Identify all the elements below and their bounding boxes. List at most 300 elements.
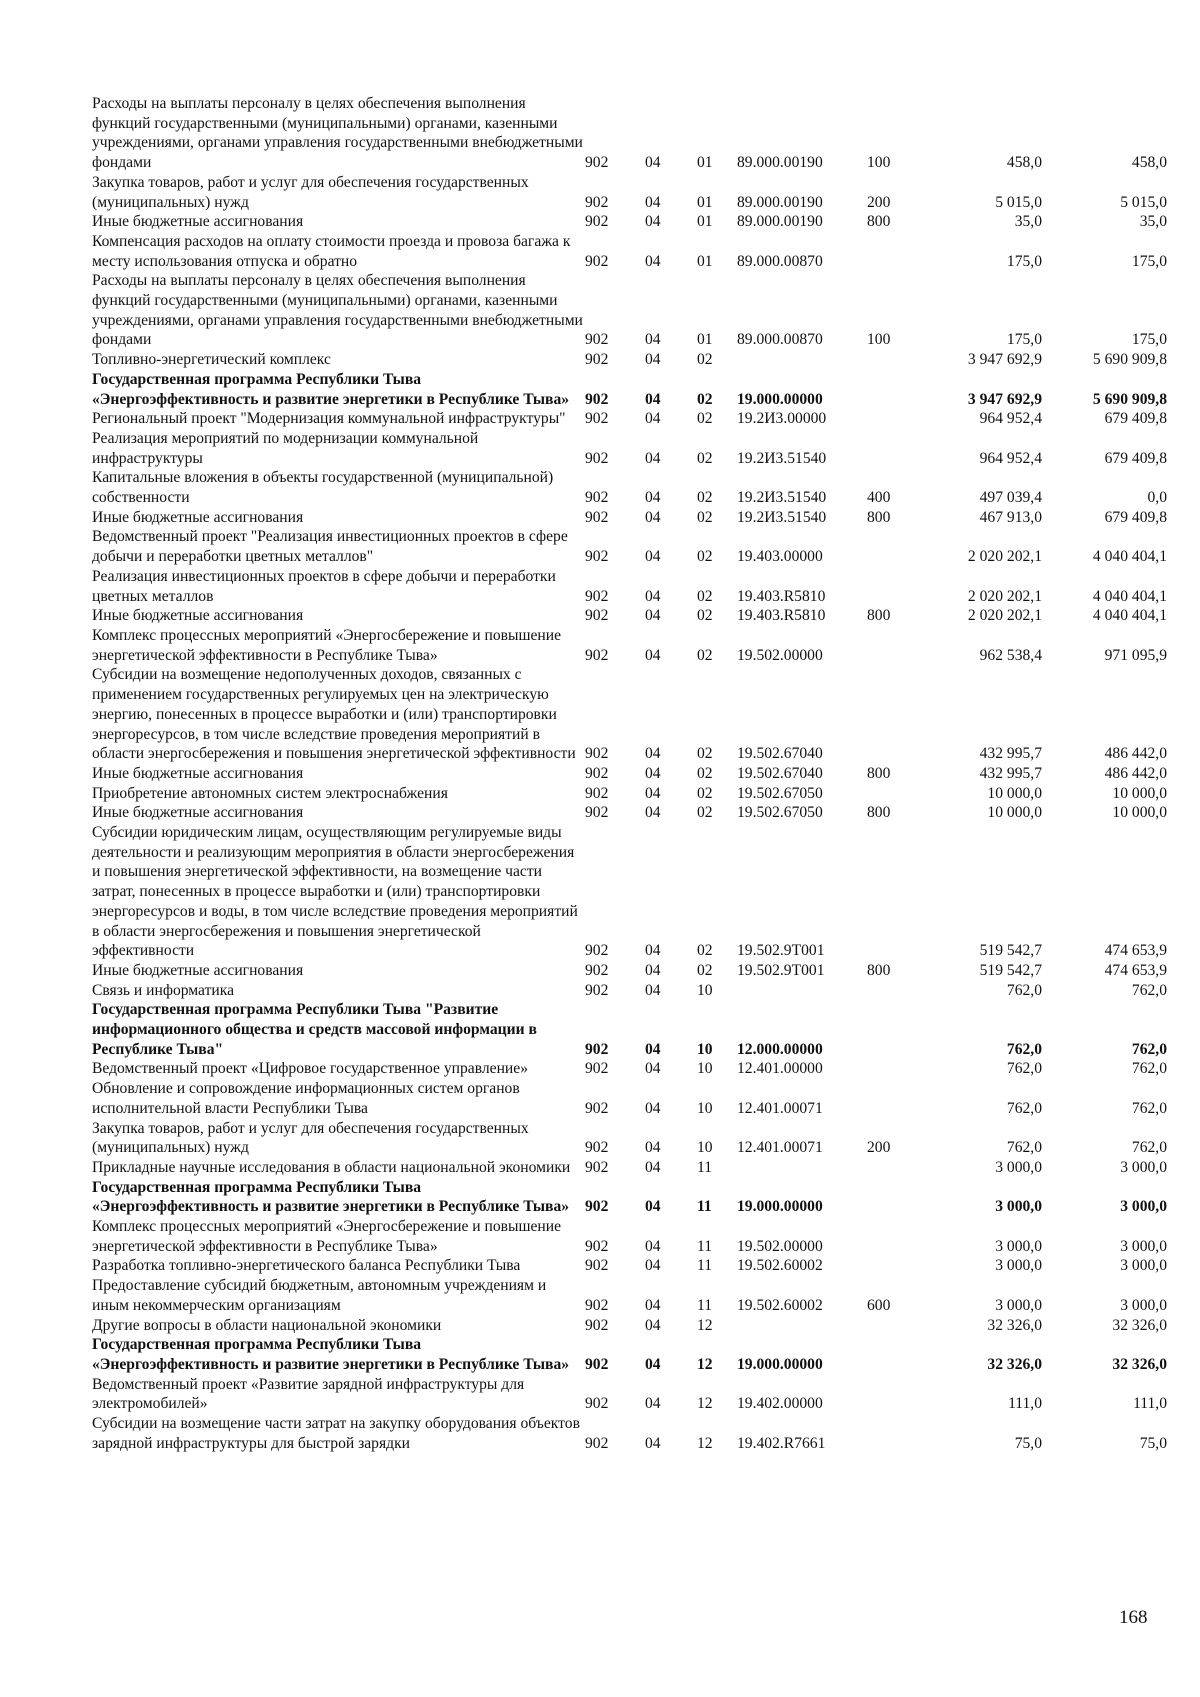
row-subsection-code: 02 xyxy=(697,764,713,782)
row-name: Иные бюджетные ассигнования xyxy=(92,764,304,782)
row-name: Комплекс процессных мероприятий «Энергосбережение и повышение энергетической эффективности в Республике Тыва» xyxy=(92,1218,562,1255)
row-expense-type: 800 xyxy=(867,213,891,231)
row-section-code: 04 xyxy=(645,1060,661,1078)
row-subsection-code: 11 xyxy=(697,1257,713,1275)
row-expense-type xyxy=(867,626,927,665)
row-target-article: 89.000.00870 xyxy=(737,331,823,349)
row-grbs-code: 902 xyxy=(585,646,609,664)
budget-table-body xyxy=(92,94,1167,1454)
table-row xyxy=(92,212,1167,232)
budget-table xyxy=(92,94,1167,1454)
row-target-article: 19.502.9Т001 xyxy=(737,961,825,979)
row-amount-year2: 0,0 xyxy=(1147,489,1167,507)
row-expense-type: 800 xyxy=(867,607,891,625)
row-amount-year1: 762,0 xyxy=(1006,1099,1042,1117)
row-name: Государственная программа Республики Тыва "Развитие информационного общества и средств массовой информации в Республике Тыва" xyxy=(92,1001,537,1058)
row-expense-type xyxy=(867,1079,927,1118)
row-amount-year1: 10 000,0 xyxy=(987,804,1042,822)
row-amount-year2: 3 000,0 xyxy=(1120,1158,1167,1176)
row-subsection-code: 10 xyxy=(697,1099,713,1117)
row-amount-year1: 762,0 xyxy=(1006,981,1042,999)
row-target-article: 19.000.00000 xyxy=(737,1198,823,1216)
row-subsection-code: 02 xyxy=(697,804,713,822)
row-target-article: 19.502.60002 xyxy=(737,1296,823,1314)
row-subsection-code: 02 xyxy=(697,607,713,625)
row-subsection-code: 02 xyxy=(697,745,713,763)
row-expense-type xyxy=(867,1158,927,1178)
row-amount-year1: 32 326,0 xyxy=(987,1356,1042,1373)
row-target-article xyxy=(737,1316,867,1336)
row-amount-year1: 3 947 692,9 xyxy=(967,351,1042,369)
row-target-article: 12.401.00000 xyxy=(737,1060,823,1078)
table-row xyxy=(92,173,1167,212)
row-amount-year1: 2 020 202,1 xyxy=(967,607,1042,625)
row-expense-type: 800 xyxy=(867,961,891,979)
row-section-code: 04 xyxy=(645,252,661,270)
row-section-code: 04 xyxy=(645,587,661,605)
row-name: Связь и информатика xyxy=(92,981,234,999)
row-subsection-code: 11 xyxy=(697,1158,713,1176)
row-target-article: 19.403.00000 xyxy=(737,548,823,566)
row-expense-type xyxy=(867,1335,927,1374)
row-expense-type: 800 xyxy=(867,764,891,782)
row-expense-type: 800 xyxy=(867,508,891,526)
row-grbs-code: 902 xyxy=(585,1434,609,1452)
row-expense-type xyxy=(867,232,927,271)
table-row xyxy=(92,1119,1167,1158)
row-target-article: 19.403.R5810 xyxy=(737,587,826,605)
row-amount-year1: 75,0 xyxy=(1014,1434,1042,1452)
row-section-code: 04 xyxy=(645,1158,661,1176)
row-name: Прикладные научные исследования в области национальной экономики xyxy=(92,1158,571,1176)
table-row xyxy=(92,429,1167,468)
row-amount-year1: 175,0 xyxy=(1006,331,1042,349)
row-name: Другие вопросы в области национальной экономики xyxy=(92,1316,442,1334)
row-name: Разработка топливно-энергетического баланса Республики Тыва xyxy=(92,1257,521,1275)
row-amount-year1: 432 995,7 xyxy=(979,764,1042,782)
row-amount-year2: 486 442,0 xyxy=(1104,745,1167,763)
row-section-code: 04 xyxy=(645,607,661,625)
table-row xyxy=(92,1158,1167,1178)
row-amount-year1: 432 995,7 xyxy=(979,745,1042,763)
row-amount-year2: 32 326,0 xyxy=(1112,1356,1167,1373)
row-amount-year2: 679 409,8 xyxy=(1104,410,1167,428)
row-name: Расходы на выплаты персоналу в целях обеспечения выполнения функций государственными (муниципальными) органами, казенными учреждениями, органами управления государственными внебюджетными фондами xyxy=(92,272,583,349)
row-grbs-code: 902 xyxy=(585,764,609,782)
budget-table-container xyxy=(92,94,1167,1454)
row-amount-year2: 175,0 xyxy=(1131,252,1167,270)
row-name: Иные бюджетные ассигнования xyxy=(92,607,304,625)
row-amount-year2: 762,0 xyxy=(1131,1099,1167,1117)
table-row xyxy=(92,1217,1167,1256)
row-expense-type: 200 xyxy=(867,193,891,211)
row-amount-year1: 519 542,7 xyxy=(979,942,1042,960)
row-section-code: 04 xyxy=(645,981,661,999)
table-row xyxy=(92,1178,1167,1217)
table-row xyxy=(92,1276,1167,1315)
row-grbs-code: 902 xyxy=(585,489,609,507)
row-section-code: 04 xyxy=(645,1257,661,1275)
row-section-code: 04 xyxy=(645,961,661,979)
row-grbs-code: 902 xyxy=(585,1257,609,1275)
row-subsection-code: 02 xyxy=(697,390,713,408)
row-subsection-code: 12 xyxy=(697,1434,713,1452)
row-grbs-code: 902 xyxy=(585,1198,609,1216)
row-target-article: 19.402.00000 xyxy=(737,1395,823,1413)
row-amount-year2: 3 000,0 xyxy=(1120,1257,1167,1275)
row-section-code: 04 xyxy=(645,1395,661,1413)
row-section-code: 04 xyxy=(645,390,661,408)
row-section-code: 04 xyxy=(645,1198,661,1216)
row-amount-year2: 4 040 404,1 xyxy=(1092,607,1167,625)
row-subsection-code: 02 xyxy=(697,646,713,664)
row-target-article: 19.2И3.51540 xyxy=(737,489,827,507)
table-row xyxy=(92,508,1167,528)
table-row xyxy=(92,1256,1167,1276)
row-grbs-code: 902 xyxy=(585,745,609,763)
table-row xyxy=(92,1079,1167,1118)
page-number: 168 xyxy=(1119,1607,1148,1628)
row-target-article: 19.502.00000 xyxy=(737,1237,823,1255)
row-grbs-code: 902 xyxy=(585,981,609,999)
row-expense-type xyxy=(867,1178,927,1217)
row-subsection-code: 01 xyxy=(697,213,713,231)
row-grbs-code: 902 xyxy=(585,154,609,172)
row-subsection-code: 02 xyxy=(697,942,713,960)
row-expense-type: 100 xyxy=(867,331,891,349)
row-expense-type xyxy=(867,823,927,961)
row-section-code: 04 xyxy=(645,942,661,960)
row-grbs-code: 902 xyxy=(585,193,609,211)
row-subsection-code: 01 xyxy=(697,252,713,270)
row-expense-type xyxy=(867,1059,927,1079)
row-amount-year1: 2 020 202,1 xyxy=(967,548,1042,566)
row-amount-year1: 519 542,7 xyxy=(979,961,1042,979)
row-section-code: 04 xyxy=(645,1356,661,1373)
row-amount-year2: 5 015,0 xyxy=(1120,193,1167,211)
row-name: Ведомственный проект «Цифровое государственное управление» xyxy=(92,1060,528,1078)
row-target-article: 89.000.00190 xyxy=(737,213,823,231)
row-target-article: 19.402.R7661 xyxy=(737,1434,826,1452)
row-name: Государственная программа Республики Тыва «Энергоэффективность и развитие энергетики в Республике Тыва» xyxy=(92,1336,570,1373)
row-target-article: 19.502.00000 xyxy=(737,646,823,664)
row-amount-year2: 762,0 xyxy=(1131,1139,1167,1157)
row-amount-year1: 762,0 xyxy=(1006,1060,1042,1078)
row-name: Реализация инвестиционных проектов в сфере добычи и переработки цветных металлов xyxy=(92,567,556,605)
row-subsection-code: 12 xyxy=(697,1395,713,1413)
row-expense-type xyxy=(867,1375,927,1414)
row-amount-year2: 3 000,0 xyxy=(1120,1237,1167,1255)
row-subsection-code: 10 xyxy=(697,1060,713,1078)
table-row xyxy=(92,232,1167,271)
row-name: Реализация мероприятий по модернизации коммунальной инфраструктуры xyxy=(92,429,479,467)
row-grbs-code: 902 xyxy=(585,331,609,349)
row-name: Субсидии на возмещение части затрат на закупку оборудования объектов зарядной инфраструктуры для быстрой зарядки xyxy=(92,1415,580,1452)
row-name: Ведомственный проект "Реализация инвестиционных проектов в сфере добычи и переработки цветных металлов" xyxy=(92,528,568,566)
row-name: Расходы на выплаты персоналу в целях обеспечения выполнения функций государственными (муниципальными) органами, казенными учреждениями, органами управления государственными внебюджетными фондами xyxy=(92,95,583,172)
table-row xyxy=(92,527,1167,566)
row-expense-type xyxy=(867,1414,927,1453)
row-amount-year1: 762,0 xyxy=(1006,1040,1042,1058)
row-target-article: 19.000.00000 xyxy=(737,1356,823,1373)
row-amount-year2: 4 040 404,1 xyxy=(1092,587,1167,605)
row-amount-year2: 679 409,8 xyxy=(1104,449,1167,467)
row-name: Ведомственный проект «Развитие зарядной инфраструктуры для электромобилей» xyxy=(92,1375,525,1413)
table-row xyxy=(92,1414,1167,1453)
row-grbs-code: 902 xyxy=(585,449,609,467)
row-name: Закупка товаров, работ и услуг для обеспечения государственных (муниципальных) нужд xyxy=(92,173,529,211)
row-name: Иные бюджетные ассигнования xyxy=(92,961,304,979)
table-row xyxy=(92,626,1167,665)
row-target-article: 19.2И3.51540 xyxy=(737,508,827,526)
row-subsection-code: 02 xyxy=(697,587,713,605)
row-section-code: 04 xyxy=(645,1237,661,1255)
row-amount-year2: 35,0 xyxy=(1139,213,1167,231)
row-amount-year2: 10 000,0 xyxy=(1112,804,1167,822)
row-subsection-code: 02 xyxy=(697,351,713,369)
row-subsection-code: 12 xyxy=(697,1356,713,1373)
row-subsection-code: 02 xyxy=(697,410,713,428)
row-amount-year1: 762,0 xyxy=(1006,1139,1042,1157)
row-name: Субсидии юридическим лицам, осуществляющим регулируемые виды деятельности и реализующим мероприятия в области энергосбережения и повышения энергетической эффективности, на возмещение части затрат, понесенных в процессе выработки и (или) транспортировки энергоресурсов и воды, в том числе вследствие проведения мероприятий в области энергосбережения и повышения энергетической эффективности xyxy=(92,824,578,960)
row-amount-year1: 497 039,4 xyxy=(979,489,1042,507)
row-section-code: 04 xyxy=(645,1434,661,1452)
row-name: Приобретение автономных систем электроснабжения xyxy=(92,784,448,802)
row-amount-year1: 3 947 692,9 xyxy=(967,390,1042,408)
row-grbs-code: 902 xyxy=(585,607,609,625)
row-grbs-code: 902 xyxy=(585,942,609,960)
row-amount-year1: 3 000,0 xyxy=(995,1257,1042,1275)
row-section-code: 04 xyxy=(645,784,661,802)
row-subsection-code: 11 xyxy=(697,1237,713,1255)
row-amount-year1: 962 538,4 xyxy=(979,646,1042,664)
row-grbs-code: 902 xyxy=(585,508,609,526)
row-amount-year1: 964 952,4 xyxy=(979,410,1042,428)
row-amount-year2: 762,0 xyxy=(1131,981,1167,999)
row-name: Государственная программа Республики Тыва «Энергоэффективность и развитие энергетики в Республике Тыва» xyxy=(92,370,570,408)
row-amount-year2: 5 690 909,8 xyxy=(1092,390,1167,408)
row-grbs-code: 902 xyxy=(585,961,609,979)
row-amount-year2: 111,0 xyxy=(1133,1395,1167,1413)
table-row xyxy=(92,350,1167,370)
table-row xyxy=(92,370,1167,409)
row-section-code: 04 xyxy=(645,1139,661,1157)
row-amount-year2: 10 000,0 xyxy=(1112,784,1167,802)
row-amount-year1: 10 000,0 xyxy=(987,784,1042,802)
table-row xyxy=(92,764,1167,784)
row-target-article: 19.2И3.00000 xyxy=(737,410,827,428)
row-section-code: 04 xyxy=(645,764,661,782)
table-row xyxy=(92,981,1167,1001)
row-expense-type xyxy=(867,370,927,409)
row-section-code: 04 xyxy=(645,449,661,467)
row-amount-year1: 32 326,0 xyxy=(987,1316,1042,1334)
row-subsection-code: 02 xyxy=(697,961,713,979)
row-target-article: 19.2И3.51540 xyxy=(737,449,827,467)
row-target-article: 19.502.67040 xyxy=(737,745,823,763)
row-section-code: 04 xyxy=(645,1040,661,1058)
row-amount-year1: 458,0 xyxy=(1006,154,1042,172)
row-grbs-code: 902 xyxy=(585,1356,609,1373)
row-amount-year2: 175,0 xyxy=(1131,331,1167,349)
row-grbs-code: 902 xyxy=(585,252,609,270)
row-expense-type xyxy=(867,1217,927,1256)
row-subsection-code: 02 xyxy=(697,784,713,802)
row-grbs-code: 902 xyxy=(585,1395,609,1413)
row-subsection-code: 10 xyxy=(697,1139,713,1157)
table-row xyxy=(92,1335,1167,1374)
row-expense-type xyxy=(867,784,927,804)
row-name: Комплекс процессных мероприятий «Энергосбережение и повышение энергетической эффективности в Республике Тыва» xyxy=(92,626,562,664)
row-amount-year1: 2 020 202,1 xyxy=(967,587,1042,605)
row-subsection-code: 01 xyxy=(697,331,713,349)
row-grbs-code: 902 xyxy=(585,784,609,802)
row-subsection-code: 01 xyxy=(697,193,713,211)
row-amount-year2: 474 653,9 xyxy=(1104,942,1167,960)
row-name: Предоставление субсидий бюджетным, автономным учреждениям и иным некоммерческим организациям xyxy=(92,1277,547,1314)
row-name: Топливно-энергетический комплекс xyxy=(92,351,331,369)
row-subsection-code: 02 xyxy=(697,508,713,526)
table-row xyxy=(92,1375,1167,1414)
row-target-article: 19.502.67040 xyxy=(737,764,823,782)
row-expense-type xyxy=(867,665,927,764)
row-name: Обновление и сопровождение информационных систем органов исполнительной власти Республики Тыва xyxy=(92,1080,520,1117)
row-grbs-code: 902 xyxy=(585,410,609,428)
row-section-code: 04 xyxy=(645,351,661,369)
row-target-article xyxy=(737,1158,867,1178)
row-amount-year1: 3 000,0 xyxy=(995,1198,1042,1216)
row-amount-year2: 4 040 404,1 xyxy=(1092,548,1167,566)
row-subsection-code: 02 xyxy=(697,548,713,566)
table-row xyxy=(92,1059,1167,1079)
row-amount-year2: 486 442,0 xyxy=(1104,764,1167,782)
row-grbs-code: 902 xyxy=(585,1040,609,1058)
row-expense-type xyxy=(867,527,927,566)
row-grbs-code: 902 xyxy=(585,1316,609,1334)
row-subsection-code: 10 xyxy=(697,1040,713,1058)
row-target-article: 19.403.R5810 xyxy=(737,607,826,625)
row-amount-year2: 75,0 xyxy=(1139,1434,1167,1452)
row-grbs-code: 902 xyxy=(585,351,609,369)
row-subsection-code: 02 xyxy=(697,449,713,467)
row-name: Компенсация расходов на оплату стоимости проезда и провоза багажа к месту использования отпуска и обратно xyxy=(92,232,571,270)
row-grbs-code: 902 xyxy=(585,1060,609,1078)
table-row xyxy=(92,606,1167,626)
row-amount-year2: 5 690 909,8 xyxy=(1092,351,1167,369)
row-grbs-code: 902 xyxy=(585,804,609,822)
row-grbs-code: 902 xyxy=(585,213,609,231)
row-section-code: 04 xyxy=(645,331,661,349)
row-section-code: 04 xyxy=(645,213,661,231)
row-amount-year2: 3 000,0 xyxy=(1120,1296,1167,1314)
row-grbs-code: 902 xyxy=(585,587,609,605)
row-section-code: 04 xyxy=(645,1099,661,1117)
table-row xyxy=(92,94,1167,173)
row-section-code: 04 xyxy=(645,745,661,763)
row-expense-type xyxy=(867,1000,927,1059)
row-grbs-code: 902 xyxy=(585,1296,609,1314)
row-amount-year1: 3 000,0 xyxy=(995,1237,1042,1255)
row-expense-type: 400 xyxy=(867,489,891,507)
table-row xyxy=(92,1000,1167,1059)
row-expense-type xyxy=(867,1316,927,1336)
row-amount-year2: 32 326,0 xyxy=(1112,1316,1167,1334)
row-section-code: 04 xyxy=(645,489,661,507)
row-expense-type xyxy=(867,1256,927,1276)
row-name: Субсидии на возмещение недополученных доходов, связанных с применением государственных регулируемых цен на электрическую энергию, понесенных в процессе выработки и (или) транспортировки энергоресурсов, в том числе вследствие проведения мероприятий в области энергосбережения и повышения энергетической эффективности xyxy=(92,666,576,763)
row-section-code: 04 xyxy=(645,1316,661,1334)
row-expense-type: 100 xyxy=(867,154,891,172)
row-subsection-code: 01 xyxy=(697,154,713,172)
row-section-code: 04 xyxy=(645,410,661,428)
row-name: Иные бюджетные ассигнования xyxy=(92,213,304,231)
row-target-article: 19.502.67050 xyxy=(737,784,823,802)
row-amount-year1: 35,0 xyxy=(1014,213,1042,231)
row-subsection-code: 11 xyxy=(697,1198,712,1216)
row-target-article: 19.502.67050 xyxy=(737,804,823,822)
row-name: Иные бюджетные ассигнования xyxy=(92,508,304,526)
table-row xyxy=(92,784,1167,804)
row-grbs-code: 902 xyxy=(585,1139,609,1157)
row-amount-year1: 964 952,4 xyxy=(979,449,1042,467)
row-grbs-code: 902 xyxy=(585,1158,609,1176)
row-target-article xyxy=(737,981,867,1001)
table-row xyxy=(92,567,1167,606)
row-expense-type xyxy=(867,981,927,1001)
row-target-article: 19.000.00000 xyxy=(737,390,823,408)
row-name: Закупка товаров, работ и услуг для обеспечения государственных (муниципальных) нужд xyxy=(92,1119,529,1157)
row-target-article: 89.000.00870 xyxy=(737,252,823,270)
row-expense-type: 800 xyxy=(867,804,891,822)
row-section-code: 04 xyxy=(645,646,661,664)
row-target-article: 12.000.00000 xyxy=(737,1040,823,1058)
row-amount-year1: 5 015,0 xyxy=(995,193,1042,211)
row-amount-year2: 762,0 xyxy=(1131,1060,1167,1078)
row-section-code: 04 xyxy=(645,508,661,526)
row-amount-year1: 175,0 xyxy=(1006,252,1042,270)
row-section-code: 04 xyxy=(645,193,661,211)
row-target-article xyxy=(737,350,867,370)
row-amount-year2: 474 653,9 xyxy=(1104,961,1167,979)
row-amount-year2: 971 095,9 xyxy=(1104,646,1167,664)
row-amount-year2: 762,0 xyxy=(1131,1040,1167,1058)
row-section-code: 04 xyxy=(645,1296,661,1314)
row-section-code: 04 xyxy=(645,548,661,566)
row-target-article: 19.502.60002 xyxy=(737,1257,823,1275)
row-name: Капитальные вложения в объекты государственной (муниципальной) собственности xyxy=(92,469,554,507)
row-subsection-code: 02 xyxy=(697,489,713,507)
row-expense-type xyxy=(867,567,927,606)
table-row xyxy=(92,468,1167,507)
row-grbs-code: 902 xyxy=(585,548,609,566)
row-grbs-code: 902 xyxy=(585,1237,609,1255)
row-subsection-code: 12 xyxy=(697,1316,713,1334)
table-row xyxy=(92,823,1167,961)
row-name: Иные бюджетные ассигнования xyxy=(92,804,304,822)
row-expense-type: 600 xyxy=(867,1296,891,1314)
row-amount-year2: 3 000,0 xyxy=(1120,1198,1167,1216)
table-row xyxy=(92,803,1167,823)
row-amount-year1: 3 000,0 xyxy=(995,1296,1042,1314)
table-row xyxy=(92,665,1167,764)
row-expense-type xyxy=(867,409,927,429)
row-name: Государственная программа Республики Тыва «Энергоэффективность и развитие энергетики в Республике Тыва» xyxy=(92,1178,570,1216)
row-target-article: 89.000.00190 xyxy=(737,154,823,172)
table-row xyxy=(92,409,1167,429)
table-row xyxy=(92,271,1167,350)
row-grbs-code: 902 xyxy=(585,390,609,408)
table-row xyxy=(92,961,1167,981)
